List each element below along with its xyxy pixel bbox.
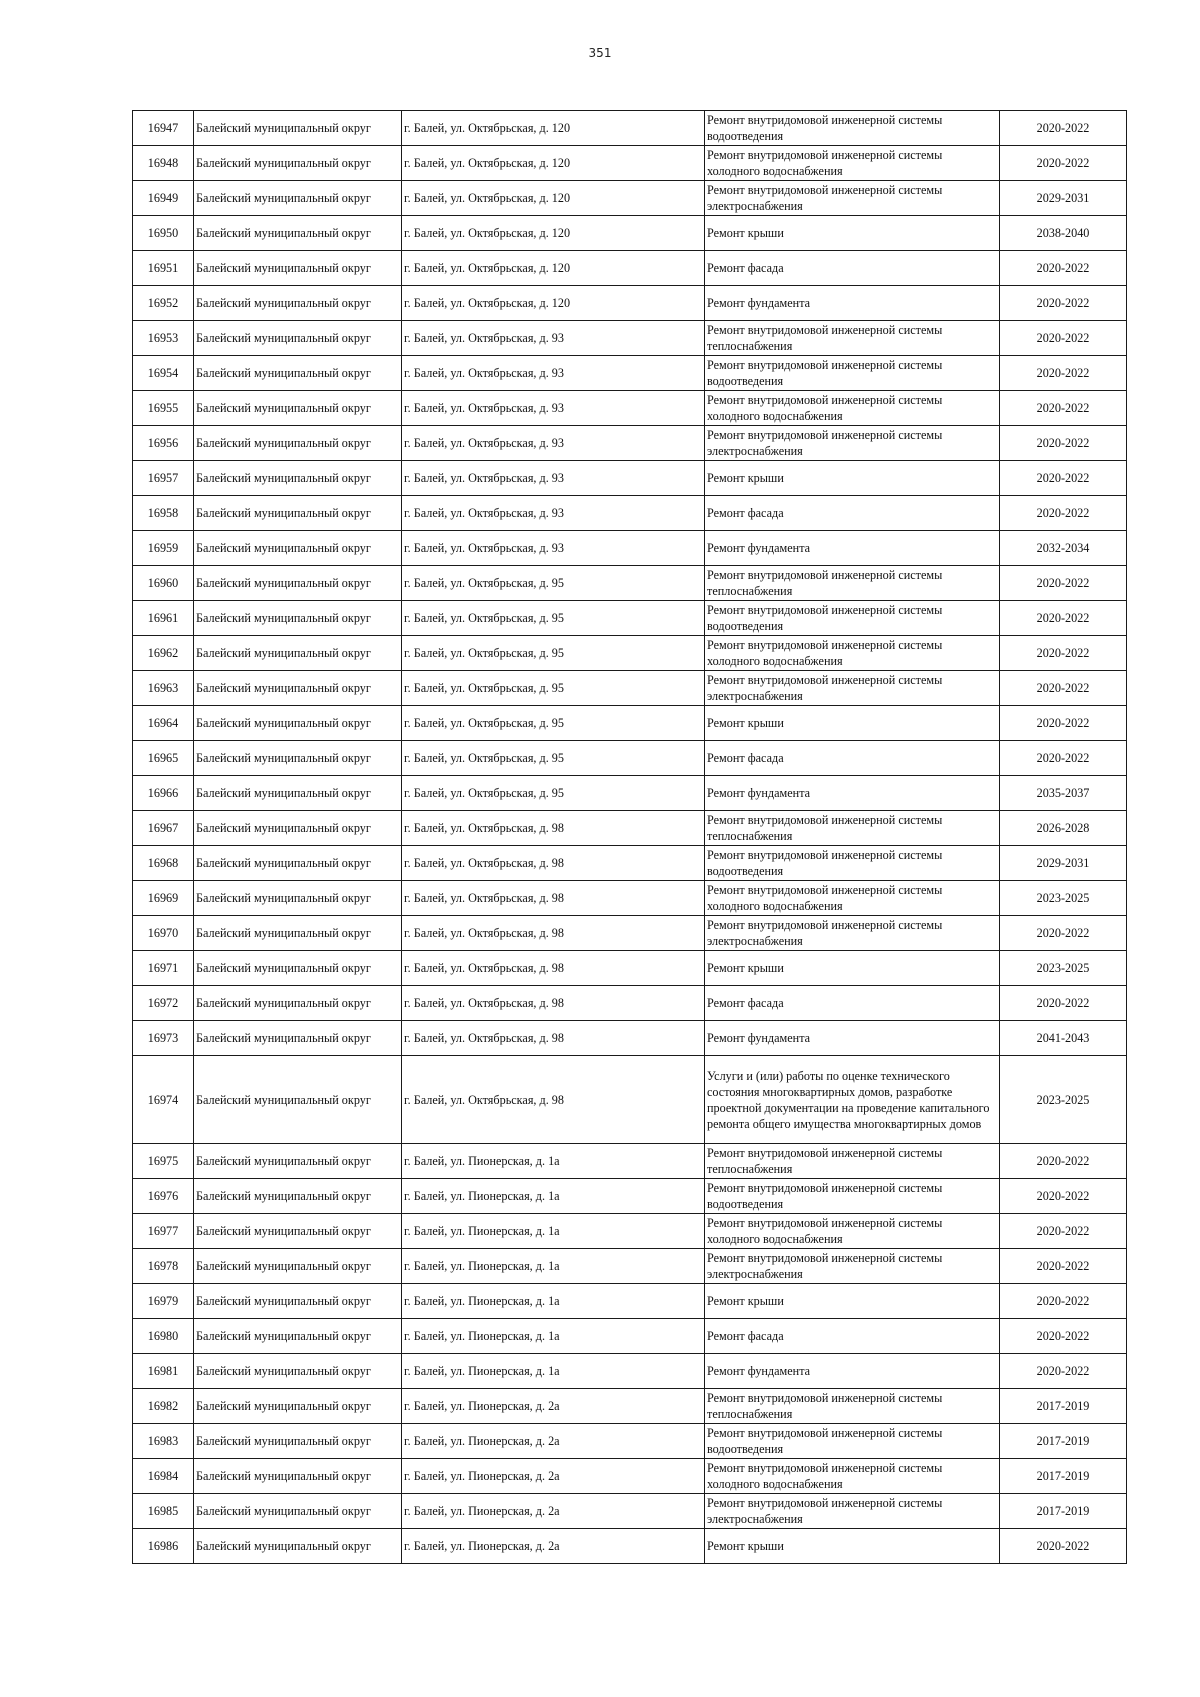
- period-cell: 2020-2022: [1000, 391, 1127, 426]
- row-number-cell: 16963: [133, 671, 194, 706]
- row-number-cell: 16971: [133, 951, 194, 986]
- row-number-cell: 16961: [133, 601, 194, 636]
- municipality-cell: Балейский муниципальный округ: [194, 286, 402, 321]
- period-cell: 2023-2025: [1000, 1056, 1127, 1144]
- municipality-cell: Балейский муниципальный округ: [194, 846, 402, 881]
- row-number-cell: 16977: [133, 1214, 194, 1249]
- municipality-cell: Балейский муниципальный округ: [194, 1389, 402, 1424]
- work-type-cell: Ремонт внутридомовой инженерной системы теплоснабжения: [705, 1389, 1000, 1424]
- address-cell: г. Балей, ул. Октябрьская, д. 98: [402, 1056, 705, 1144]
- table-row: [133, 811, 1127, 846]
- work-type-cell: Ремонт внутридомовой инженерной системы электроснабжения: [705, 1249, 1000, 1284]
- work-type-cell: Ремонт внутридомовой инженерной системы холодного водоснабжения: [705, 146, 1000, 181]
- period-cell: 2020-2022: [1000, 286, 1127, 321]
- row-number-cell: 16967: [133, 811, 194, 846]
- period-cell: 2020-2022: [1000, 916, 1127, 951]
- work-type-cell: Ремонт фундамента: [705, 1354, 1000, 1389]
- row-number-cell: 16953: [133, 321, 194, 356]
- municipality-cell: Балейский муниципальный округ: [194, 1284, 402, 1319]
- period-cell: 2020-2022: [1000, 636, 1127, 671]
- municipality-cell: Балейский муниципальный округ: [194, 1459, 402, 1494]
- period-cell: 2020-2022: [1000, 566, 1127, 601]
- row-number-cell: 16965: [133, 741, 194, 776]
- address-cell: г. Балей, ул. Октябрьская, д. 95: [402, 741, 705, 776]
- work-type-cell: Ремонт внутридомовой инженерной системы водоотведения: [705, 846, 1000, 881]
- table-row: [133, 356, 1127, 391]
- table-row: [133, 251, 1127, 286]
- address-cell: г. Балей, ул. Пионерская, д. 1а: [402, 1319, 705, 1354]
- period-cell: 2029-2031: [1000, 181, 1127, 216]
- period-cell: 2038-2040: [1000, 216, 1127, 251]
- row-number-cell: 16986: [133, 1529, 194, 1564]
- address-cell: г. Балей, ул. Октябрьская, д. 98: [402, 881, 705, 916]
- work-type-cell: Ремонт внутридомовой инженерной системы водоотведения: [705, 356, 1000, 391]
- row-number-cell: 16979: [133, 1284, 194, 1319]
- table-row: [133, 916, 1127, 951]
- period-cell: 2020-2022: [1000, 1249, 1127, 1284]
- period-cell: 2041-2043: [1000, 1021, 1127, 1056]
- address-cell: г. Балей, ул. Пионерская, д. 1а: [402, 1284, 705, 1319]
- address-cell: г. Балей, ул. Октябрьская, д. 95: [402, 776, 705, 811]
- work-type-cell: Ремонт фундамента: [705, 286, 1000, 321]
- row-number-cell: 16958: [133, 496, 194, 531]
- municipality-cell: Балейский муниципальный округ: [194, 1179, 402, 1214]
- municipality-cell: Балейский муниципальный округ: [194, 146, 402, 181]
- period-cell: 2029-2031: [1000, 846, 1127, 881]
- row-number-cell: 16966: [133, 776, 194, 811]
- row-number-cell: 16981: [133, 1354, 194, 1389]
- period-cell: 2023-2025: [1000, 951, 1127, 986]
- table-row: [133, 986, 1127, 1021]
- table-row: [133, 1021, 1127, 1056]
- address-cell: г. Балей, ул. Пионерская, д. 1а: [402, 1354, 705, 1389]
- address-cell: г. Балей, ул. Пионерская, д. 2а: [402, 1494, 705, 1529]
- address-cell: г. Балей, ул. Октябрьская, д. 95: [402, 636, 705, 671]
- row-number-cell: 16975: [133, 1144, 194, 1179]
- work-type-cell: Ремонт фасада: [705, 1319, 1000, 1354]
- row-number-cell: 16959: [133, 531, 194, 566]
- period-cell: 2020-2022: [1000, 671, 1127, 706]
- period-cell: 2020-2022: [1000, 1319, 1127, 1354]
- row-number-cell: 16978: [133, 1249, 194, 1284]
- work-type-cell: Ремонт фасада: [705, 986, 1000, 1021]
- period-cell: 2023-2025: [1000, 881, 1127, 916]
- address-cell: г. Балей, ул. Октябрьская, д. 93: [402, 391, 705, 426]
- table-row: [133, 1354, 1127, 1389]
- period-cell: 2020-2022: [1000, 1179, 1127, 1214]
- table-row: [133, 1249, 1127, 1284]
- address-cell: г. Балей, ул. Октябрьская, д. 98: [402, 986, 705, 1021]
- work-type-cell: Ремонт фасада: [705, 496, 1000, 531]
- work-type-cell: Ремонт внутридомовой инженерной системы электроснабжения: [705, 181, 1000, 216]
- period-cell: 2017-2019: [1000, 1494, 1127, 1529]
- row-number-cell: 16957: [133, 461, 194, 496]
- municipality-cell: Балейский муниципальный округ: [194, 741, 402, 776]
- table-row: [133, 1529, 1127, 1564]
- period-cell: 2020-2022: [1000, 706, 1127, 741]
- work-type-cell: Ремонт внутридомовой инженерной системы холодного водоснабжения: [705, 391, 1000, 426]
- period-cell: 2020-2022: [1000, 601, 1127, 636]
- municipality-cell: Балейский муниципальный округ: [194, 671, 402, 706]
- address-cell: г. Балей, ул. Пионерская, д. 2а: [402, 1424, 705, 1459]
- row-number-cell: 16954: [133, 356, 194, 391]
- table-row: [133, 1284, 1127, 1319]
- table-row: [133, 181, 1127, 216]
- period-cell: 2032-2034: [1000, 531, 1127, 566]
- work-type-cell: Ремонт крыши: [705, 951, 1000, 986]
- address-cell: г. Балей, ул. Октябрьская, д. 95: [402, 601, 705, 636]
- municipality-cell: Балейский муниципальный округ: [194, 916, 402, 951]
- municipality-cell: Балейский муниципальный округ: [194, 461, 402, 496]
- table-row: [133, 601, 1127, 636]
- address-cell: г. Балей, ул. Октябрьская, д. 93: [402, 496, 705, 531]
- row-number-cell: 16949: [133, 181, 194, 216]
- address-cell: г. Балей, ул. Октябрьская, д. 98: [402, 811, 705, 846]
- work-type-cell: Ремонт внутридомовой инженерной системы электроснабжения: [705, 671, 1000, 706]
- address-cell: г. Балей, ул. Пионерская, д. 1а: [402, 1249, 705, 1284]
- row-number-cell: 16973: [133, 1021, 194, 1056]
- row-number-cell: 16983: [133, 1424, 194, 1459]
- address-cell: г. Балей, ул. Октябрьская, д. 93: [402, 356, 705, 391]
- row-number-cell: 16982: [133, 1389, 194, 1424]
- address-cell: г. Балей, ул. Октябрьская, д. 120: [402, 216, 705, 251]
- address-cell: г. Балей, ул. Октябрьская, д. 93: [402, 461, 705, 496]
- row-number-cell: 16947: [133, 111, 194, 146]
- table-row: [133, 671, 1127, 706]
- period-cell: 2020-2022: [1000, 1144, 1127, 1179]
- address-cell: г. Балей, ул. Пионерская, д. 1а: [402, 1144, 705, 1179]
- row-number-cell: 16980: [133, 1319, 194, 1354]
- work-type-cell: Ремонт фундамента: [705, 776, 1000, 811]
- municipality-cell: Балейский муниципальный округ: [194, 391, 402, 426]
- municipality-cell: Балейский муниципальный округ: [194, 531, 402, 566]
- table-row: [133, 776, 1127, 811]
- municipality-cell: Балейский муниципальный округ: [194, 1319, 402, 1354]
- address-cell: г. Балей, ул. Октябрьская, д. 120: [402, 286, 705, 321]
- period-cell: 2035-2037: [1000, 776, 1127, 811]
- address-cell: г. Балей, ул. Октябрьская, д. 95: [402, 566, 705, 601]
- municipality-cell: Балейский муниципальный округ: [194, 1529, 402, 1564]
- row-number-cell: 16956: [133, 426, 194, 461]
- row-number-cell: 16976: [133, 1179, 194, 1214]
- municipality-cell: Балейский муниципальный округ: [194, 776, 402, 811]
- period-cell: 2020-2022: [1000, 741, 1127, 776]
- period-cell: 2020-2022: [1000, 1529, 1127, 1564]
- work-type-cell: Ремонт внутридомовой инженерной системы электроснабжения: [705, 426, 1000, 461]
- table-row: [133, 321, 1127, 356]
- period-cell: 2020-2022: [1000, 426, 1127, 461]
- table-row: [133, 951, 1127, 986]
- table-row: [133, 391, 1127, 426]
- row-number-cell: 16955: [133, 391, 194, 426]
- municipality-cell: Балейский муниципальный округ: [194, 1144, 402, 1179]
- period-cell: 2026-2028: [1000, 811, 1127, 846]
- table-row: [133, 1424, 1127, 1459]
- period-cell: 2020-2022: [1000, 111, 1127, 146]
- row-number-cell: 16960: [133, 566, 194, 601]
- address-cell: г. Балей, ул. Пионерская, д. 2а: [402, 1459, 705, 1494]
- table-row: [133, 1214, 1127, 1249]
- period-cell: 2020-2022: [1000, 251, 1127, 286]
- work-type-cell: Ремонт внутридомовой инженерной системы теплоснабжения: [705, 811, 1000, 846]
- table-row: [133, 706, 1127, 741]
- table-row: [133, 1144, 1127, 1179]
- table-row: [133, 531, 1127, 566]
- work-type-cell: Ремонт фасада: [705, 251, 1000, 286]
- table-row: [133, 111, 1127, 146]
- work-type-cell: Ремонт крыши: [705, 1284, 1000, 1319]
- work-type-cell: Ремонт фасада: [705, 741, 1000, 776]
- period-cell: 2020-2022: [1000, 496, 1127, 531]
- table-row: [133, 741, 1127, 776]
- period-cell: 2020-2022: [1000, 356, 1127, 391]
- municipality-cell: Балейский муниципальный округ: [194, 811, 402, 846]
- work-type-cell: Ремонт внутридомовой инженерной системы электроснабжения: [705, 1494, 1000, 1529]
- row-number-cell: 16985: [133, 1494, 194, 1529]
- municipality-cell: Балейский муниципальный округ: [194, 496, 402, 531]
- municipality-cell: Балейский муниципальный округ: [194, 951, 402, 986]
- table-row: [133, 1494, 1127, 1529]
- table-row: [133, 1319, 1127, 1354]
- work-type-cell: Ремонт крыши: [705, 1529, 1000, 1564]
- municipality-cell: Балейский муниципальный округ: [194, 251, 402, 286]
- address-cell: г. Балей, ул. Октябрьская, д. 120: [402, 251, 705, 286]
- municipality-cell: Балейский муниципальный округ: [194, 181, 402, 216]
- work-type-cell: Ремонт крыши: [705, 216, 1000, 251]
- work-type-cell: Ремонт внутридомовой инженерной системы теплоснабжения: [705, 321, 1000, 356]
- work-type-cell: Ремонт внутридомовой инженерной системы холодного водоснабжения: [705, 636, 1000, 671]
- work-type-cell: Ремонт фундамента: [705, 1021, 1000, 1056]
- work-type-cell: Ремонт внутридомовой инженерной системы теплоснабжения: [705, 566, 1000, 601]
- municipality-cell: Балейский муниципальный округ: [194, 881, 402, 916]
- work-type-cell: Ремонт внутридомовой инженерной системы холодного водоснабжения: [705, 1459, 1000, 1494]
- table-row: [133, 1389, 1127, 1424]
- municipality-cell: Балейский муниципальный округ: [194, 1056, 402, 1144]
- municipality-cell: Балейский муниципальный округ: [194, 426, 402, 461]
- work-type-cell: Ремонт внутридомовой инженерной системы холодного водоснабжения: [705, 881, 1000, 916]
- address-cell: г. Балей, ул. Октябрьская, д. 95: [402, 706, 705, 741]
- period-cell: 2017-2019: [1000, 1389, 1127, 1424]
- address-cell: г. Балей, ул. Октябрьская, д. 93: [402, 531, 705, 566]
- table-row: [133, 881, 1127, 916]
- address-cell: г. Балей, ул. Октябрьская, д. 95: [402, 671, 705, 706]
- address-cell: г. Балей, ул. Октябрьская, д. 120: [402, 181, 705, 216]
- table-row: [133, 636, 1127, 671]
- table-row: [133, 146, 1127, 181]
- row-number-cell: 16972: [133, 986, 194, 1021]
- address-cell: г. Балей, ул. Пионерская, д. 2а: [402, 1389, 705, 1424]
- municipality-cell: Балейский муниципальный округ: [194, 1249, 402, 1284]
- work-type-cell: Ремонт фундамента: [705, 531, 1000, 566]
- table-row: [133, 461, 1127, 496]
- period-cell: 2020-2022: [1000, 321, 1127, 356]
- address-cell: г. Балей, ул. Пионерская, д. 1а: [402, 1214, 705, 1249]
- work-type-cell: Ремонт внутридомовой инженерной системы водоотведения: [705, 111, 1000, 146]
- row-number-cell: 16951: [133, 251, 194, 286]
- work-type-cell: Ремонт внутридомовой инженерной системы водоотведения: [705, 1424, 1000, 1459]
- work-type-cell: Ремонт внутридомовой инженерной системы холодного водоснабжения: [705, 1214, 1000, 1249]
- table-row: [133, 1056, 1127, 1144]
- work-type-cell: Ремонт крыши: [705, 461, 1000, 496]
- row-number-cell: 16974: [133, 1056, 194, 1144]
- period-cell: 2020-2022: [1000, 986, 1127, 1021]
- row-number-cell: 16962: [133, 636, 194, 671]
- table-row: [133, 216, 1127, 251]
- row-number-cell: 16968: [133, 846, 194, 881]
- municipality-cell: Балейский муниципальный округ: [194, 706, 402, 741]
- address-cell: г. Балей, ул. Октябрьская, д. 98: [402, 846, 705, 881]
- municipality-cell: Балейский муниципальный округ: [194, 636, 402, 671]
- work-type-cell: Услуги и (или) работы по оценке технического состояния многоквартирных домов, разработке проектной документации на проведение капитального ремонта общего имущества многоквартирных домов: [705, 1056, 1000, 1144]
- row-number-cell: 16952: [133, 286, 194, 321]
- row-number-cell: 16950: [133, 216, 194, 251]
- municipality-cell: Балейский муниципальный округ: [194, 1354, 402, 1389]
- period-cell: 2017-2019: [1000, 1459, 1127, 1494]
- row-number-cell: 16969: [133, 881, 194, 916]
- table-body: [133, 111, 1127, 1564]
- table-row: [133, 286, 1127, 321]
- row-number-cell: 16970: [133, 916, 194, 951]
- address-cell: г. Балей, ул. Октябрьская, д. 93: [402, 321, 705, 356]
- municipality-cell: Балейский муниципальный округ: [194, 216, 402, 251]
- table-row: [133, 426, 1127, 461]
- period-cell: 2020-2022: [1000, 1354, 1127, 1389]
- row-number-cell: 16948: [133, 146, 194, 181]
- period-cell: 2020-2022: [1000, 1284, 1127, 1319]
- municipality-cell: Балейский муниципальный округ: [194, 1494, 402, 1529]
- address-cell: г. Балей, ул. Пионерская, д. 1а: [402, 1179, 705, 1214]
- municipality-cell: Балейский муниципальный округ: [194, 1214, 402, 1249]
- table-row: [133, 1459, 1127, 1494]
- table-row: [133, 1179, 1127, 1214]
- period-cell: 2020-2022: [1000, 461, 1127, 496]
- row-number-cell: 16984: [133, 1459, 194, 1494]
- address-cell: г. Балей, ул. Октябрьская, д. 93: [402, 426, 705, 461]
- address-cell: г. Балей, ул. Октябрьская, д. 98: [402, 916, 705, 951]
- municipality-cell: Балейский муниципальный округ: [194, 986, 402, 1021]
- municipality-cell: Балейский муниципальный округ: [194, 1021, 402, 1056]
- work-type-cell: Ремонт внутридомовой инженерной системы теплоснабжения: [705, 1144, 1000, 1179]
- municipality-cell: Балейский муниципальный округ: [194, 111, 402, 146]
- address-cell: г. Балей, ул. Октябрьская, д. 98: [402, 1021, 705, 1056]
- repair-schedule-table: [132, 110, 1127, 1564]
- address-cell: г. Балей, ул. Пионерская, д. 2а: [402, 1529, 705, 1564]
- table-row: [133, 846, 1127, 881]
- address-cell: г. Балей, ул. Октябрьская, д. 120: [402, 146, 705, 181]
- table-row: [133, 496, 1127, 531]
- address-cell: г. Балей, ул. Октябрьская, д. 120: [402, 111, 705, 146]
- work-type-cell: Ремонт внутридомовой инженерной системы водоотведения: [705, 1179, 1000, 1214]
- period-cell: 2020-2022: [1000, 146, 1127, 181]
- municipality-cell: Балейский муниципальный округ: [194, 356, 402, 391]
- work-type-cell: Ремонт крыши: [705, 706, 1000, 741]
- period-cell: 2017-2019: [1000, 1424, 1127, 1459]
- municipality-cell: Балейский муниципальный округ: [194, 1424, 402, 1459]
- period-cell: 2020-2022: [1000, 1214, 1127, 1249]
- address-cell: г. Балей, ул. Октябрьская, д. 98: [402, 951, 705, 986]
- row-number-cell: 16964: [133, 706, 194, 741]
- table-row: [133, 566, 1127, 601]
- work-type-cell: Ремонт внутридомовой инженерной системы водоотведения: [705, 601, 1000, 636]
- municipality-cell: Балейский муниципальный округ: [194, 321, 402, 356]
- work-type-cell: Ремонт внутридомовой инженерной системы электроснабжения: [705, 916, 1000, 951]
- municipality-cell: Балейский муниципальный округ: [194, 566, 402, 601]
- page-number: 351: [588, 46, 612, 60]
- municipality-cell: Балейский муниципальный округ: [194, 601, 402, 636]
